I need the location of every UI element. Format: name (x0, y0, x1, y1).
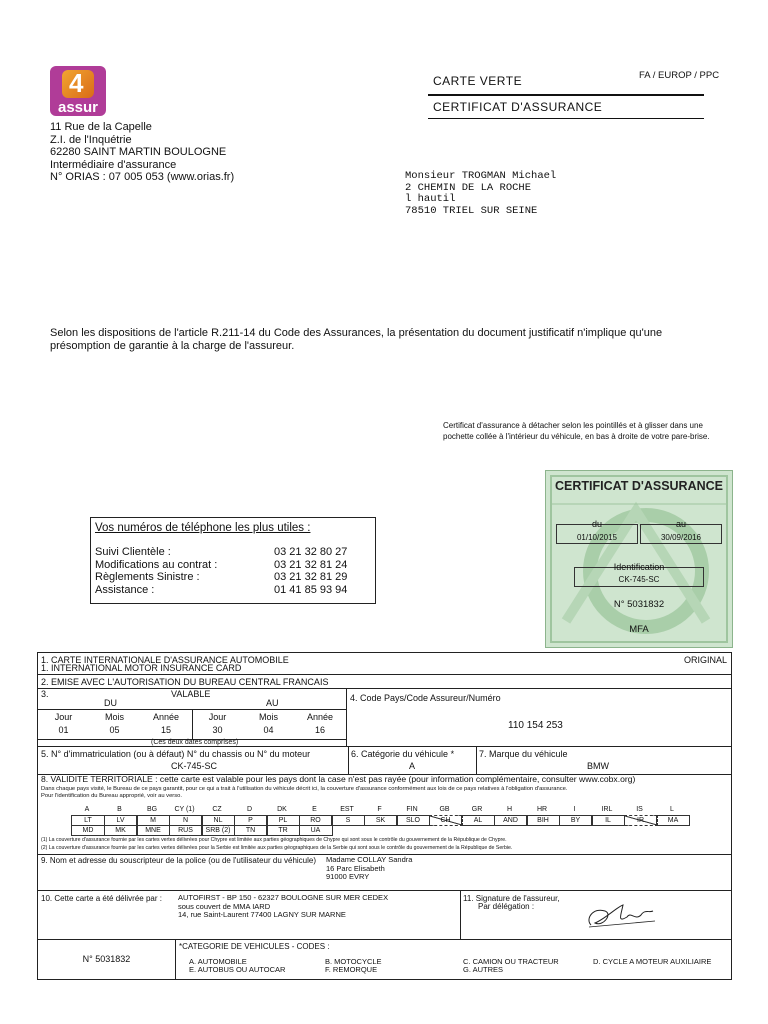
country-code: L (670, 806, 674, 813)
form-section-8-title: 8. VALIDITE TERRITORIALE : cette carte est valable pour les pays dont la case n'est pas rayée (pour information complémentaire, consulter www.cobx.org) (41, 774, 636, 784)
country-code: SRB (2) (201, 825, 235, 836)
form-valable: VALABLE (171, 689, 211, 699)
country-code: MNE (136, 825, 170, 836)
document-title: CARTE VERTE (433, 74, 523, 88)
country-code: IRL (601, 806, 613, 813)
date-label: Jour (208, 712, 227, 722)
form-au: AU (266, 698, 279, 708)
form-section-6-value: A (409, 761, 416, 771)
phone-values (274, 546, 347, 596)
certificate-insurer: MFA (629, 624, 649, 635)
recipient-line: Monsieur TROGMAN Michael (405, 170, 557, 182)
country-code: AND (494, 815, 528, 826)
header-divider-2 (428, 118, 704, 119)
country-code: AL (461, 815, 495, 826)
international-insurance-card (37, 652, 732, 980)
country-code: IS (636, 806, 643, 813)
issuer-line: AUTOFIRST - BP 150 - 62327 BOULOGNE SUR MER CEDEX (178, 893, 389, 902)
country-code: LV (104, 815, 138, 826)
date-value: 05 (109, 725, 120, 735)
form-section-2: 2. EMISE AVEC L'AUTORISATION DU BUREAU CENTRAL FRANCAIS (41, 677, 329, 687)
phone-number: 03 21 32 81 29 (274, 571, 348, 583)
broker-line: Z.I. de l'Inquétrie (50, 133, 132, 146)
form-section-9-label: 9. Nom et adresse du souscripteur de la police (ou de l'utilisateur du véhicule) (41, 856, 317, 865)
certificate-id-label: Identification (613, 562, 665, 572)
country-code: EST (340, 806, 354, 813)
form-original: ORIGINAL (684, 655, 728, 665)
phone-label: Modifications au contrat : (95, 558, 218, 571)
country-code: CZ (212, 806, 222, 813)
country-code: HR (536, 806, 548, 813)
form-section-11-label: 11. Signature de l'assureur, (463, 894, 560, 903)
vehicle-category: B. MOTOCYCLE (325, 957, 382, 966)
issuer-address (178, 894, 388, 920)
recipient-address (405, 171, 556, 217)
vehicle-category: G. AUTRES (463, 965, 504, 974)
form-section-8-sub1: Dans chaque pays visité, le Bureau de ce pays garantit, pour ce qui a trait à l'utilisation du véhicule décrit ici, la couverture d'assurance conformément aux lois de ce pays relatives à l'obligation d'assurance. (41, 786, 568, 792)
broker-line: N° ORIAS : 07 005 053 (www.orias.fr) (50, 171, 235, 183)
country-code: RUS (169, 825, 203, 836)
form-section-4-label: 4. Code Pays/Code Assureur/Numéro (350, 693, 501, 703)
date-label: Mois (104, 712, 124, 722)
vehicle-category: D. CYCLE A MOTEUR AUXILIAIRE (593, 957, 712, 966)
form-section-7-value: BMW (587, 761, 609, 771)
country-code: BY (559, 815, 593, 826)
form-section-4-value: 110 154 253 (508, 720, 563, 731)
country-code: RO (299, 815, 333, 826)
phone-label: Assistance : (95, 583, 155, 596)
issuer-line: sous couvert de MMA IARD (178, 901, 271, 911)
certificate-watermark (546, 471, 732, 647)
phone-numbers-box (90, 517, 376, 604)
recipient-line: 2 CHEMIN DE LA ROCHE (405, 181, 532, 194)
date-label: Jour (54, 712, 73, 722)
recipient-line: l hautil (405, 193, 456, 205)
date-value: 04 (263, 725, 274, 735)
date-value: 30 (212, 725, 223, 735)
country-code: PL (266, 815, 300, 826)
country-code: SK (364, 815, 398, 826)
vehicle-category: C. CAMION OU TRACTEUR (463, 957, 559, 966)
country-code: TN (234, 825, 268, 836)
certificate-end-box (640, 519, 722, 544)
country-code: B (117, 806, 122, 813)
country-code: SLO (396, 815, 430, 826)
phone-label: Règlements Sinistre : (95, 571, 200, 583)
date-label: Mois (258, 712, 278, 722)
broker-line: Intermédiaire d'assurance (50, 158, 177, 171)
subscriber-address (326, 856, 412, 882)
phone-labels (95, 546, 217, 596)
certificate-au-label: au (675, 519, 686, 529)
country-code: N (169, 815, 203, 826)
issuer-line: 14, rue Saint-Laurent 77400 LAGNY SUR MARNE (178, 910, 346, 919)
certificate-id-box (574, 562, 704, 587)
country-code: D (246, 806, 253, 813)
form-section-10-label: 10. Cette carte a été délivrée par : (41, 894, 162, 903)
form-section-5-label: 5. N° d'immatriculation (ou à défaut) N° du chassis ou N° du moteur (41, 749, 311, 759)
broker-line: 11 Rue de la Capelle (50, 121, 152, 133)
country-code: UA (299, 825, 333, 836)
footnote-1: (1) La couverture d'assurance fournie par les cartes vertes délivrées pour Chypre est limitée aux parties géographiques de Chypre qui sont sous le contrôle du gouvernement de la République de Chypre. (41, 837, 507, 843)
card-number: N° 5031832 (82, 954, 131, 964)
country-code: H (506, 806, 513, 813)
subscriber-line: Madame COLLAY Sandra (326, 855, 413, 864)
green-certificate (545, 470, 733, 648)
country-code: P (234, 815, 268, 826)
form-section-6-label: 6. Catégorie du véhicule * (351, 749, 455, 759)
dates-note: (Ces deux dates comprises) (151, 739, 239, 746)
date-value: 15 (160, 725, 171, 735)
document-reference: FA / EUROP / PPC (639, 70, 720, 81)
broker-line: 62280 SAINT MARTIN BOULOGNE (50, 146, 227, 158)
phone-number: 03 21 32 81 24 (274, 558, 348, 571)
form-section-3: 3. (41, 689, 49, 699)
country-code: CH (429, 815, 463, 826)
country-code: NL (201, 815, 235, 826)
country-code: IR (624, 815, 658, 826)
legal-notice: Selon les dispositions de l'article R.211-14 du Code des Assurances, la présentation du document justificatif n'implique qu'une présomption de garantie à la charge de l'assureur. (50, 327, 663, 352)
certificate-title: CERTIFICAT D'ASSURANCE (554, 479, 724, 493)
country-code: M (136, 815, 170, 826)
country-code: TR (266, 825, 300, 836)
phone-number: 03 21 32 80 27 (274, 546, 348, 558)
vehicle-category: F. REMORQUE (325, 965, 378, 974)
certificate-number: N° 5031832 (613, 599, 665, 610)
broker-address (50, 121, 234, 184)
form-section-1-en: 1. INTERNATIONAL MOTOR INSURANCE CARD (41, 663, 242, 673)
logo-brand: assur (57, 99, 99, 116)
insurer-signature (583, 897, 663, 931)
subscriber-line: 91000 EVRY (326, 872, 370, 881)
subscriber-line: 16 Parc Elisabeth (326, 863, 385, 873)
form-section-11-sub: Par délégation : (478, 902, 535, 911)
country-code: LT (71, 815, 105, 826)
form-section-7-label: 7. Marque du véhicule (479, 749, 568, 759)
country-code: F (377, 806, 382, 813)
phone-box-title: Vos numéros de téléphone les plus utiles : (95, 522, 311, 534)
certificate-id-value: CK-745-SC (618, 575, 660, 584)
certificate-start-date: 01/10/2015 (576, 533, 618, 542)
form-section-8-sub2: Pour l'identification du Bureau approprié, voir au verso. (41, 793, 182, 799)
country-code: A (84, 806, 90, 813)
vehicle-categories-title: *CATEGORIE DE VEHICULES - CODES : (179, 942, 330, 951)
date-label: Année (306, 712, 334, 722)
country-code: BIH (526, 815, 560, 826)
vehicle-category: E. AUTOBUS OU AUTOCAR (189, 965, 286, 974)
country-code: MK (104, 825, 138, 836)
date-value: 01 (58, 725, 69, 735)
country-code: BG (146, 806, 158, 813)
form-section-5-value: CK-745-SC (171, 761, 218, 771)
header-divider (428, 94, 704, 96)
country-code: GR (471, 806, 483, 813)
logo-glyph: 4 (69, 68, 84, 98)
country-code: MD (71, 825, 105, 836)
footnote-2: (2) La couverture d'assurance fournie par les cartes vertes délivrées pour la Serbie est limitée aux parties géographiques de la Serbie qui sont sous le contrôle du gouvernement de la République de Serbie. (41, 845, 513, 851)
phone-number: 01 41 85 93 94 (274, 583, 348, 596)
form-du: DU (104, 698, 117, 708)
date-label: Année (152, 712, 180, 722)
country-code: GB (439, 806, 450, 813)
document-subtitle: CERTIFICAT D'ASSURANCE (433, 100, 603, 114)
country-code: MA (656, 815, 690, 826)
detach-instructions: Certificat d'assurance à détacher selon les pointillés et à glisser dans une pochette collée à l'intérieur du véhicule, en bas à droite de votre pare-brise. (443, 421, 710, 441)
recipient-line: 78510 TRIEL SUR SEINE (405, 204, 538, 217)
country-code: IL (591, 815, 625, 826)
phone-label: Suivi Clientèle : (95, 546, 171, 558)
certificate-start-box (556, 519, 638, 544)
country-code: I (573, 806, 576, 813)
form-section-1: 1. CARTE INTERNATIONALE D'ASSURANCE AUTOMOBILE (41, 655, 289, 665)
vehicle-category: A. AUTOMOBILE (189, 957, 247, 966)
date-value: 16 (314, 725, 325, 735)
certificate-end-date: 30/09/2016 (660, 533, 702, 542)
country-code: S (331, 815, 365, 826)
country-code: FIN (406, 806, 418, 813)
country-code: DK (277, 806, 287, 813)
assur-logo (50, 66, 106, 116)
certificate-du-label: du (591, 519, 602, 529)
country-code: E (312, 806, 317, 813)
country-code: CY (1) (174, 806, 195, 813)
